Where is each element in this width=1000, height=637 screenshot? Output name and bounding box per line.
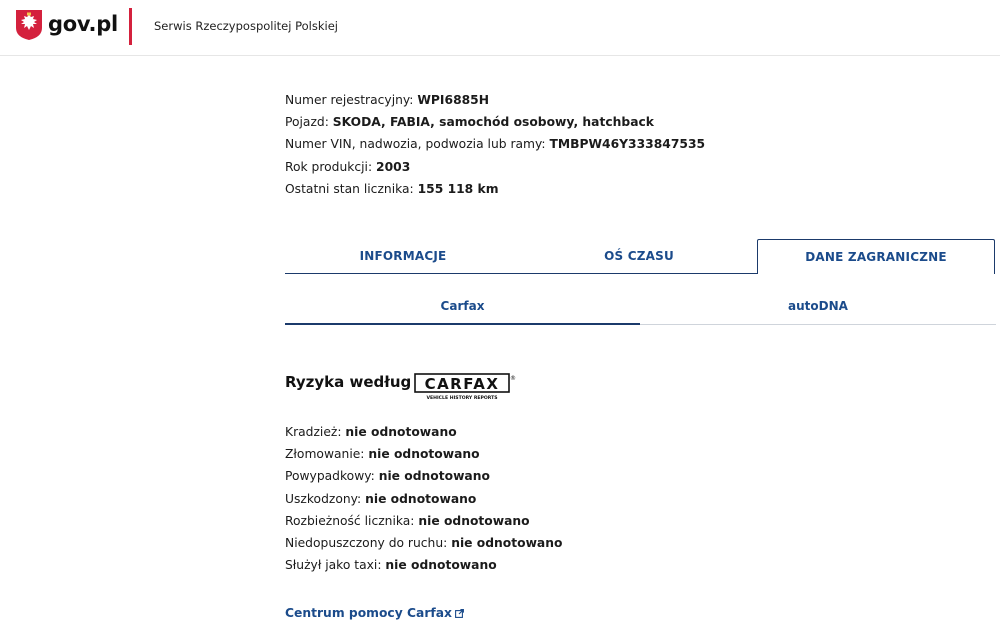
risk-row-damaged: [285, 488, 562, 510]
subtab-carfax[interactable]: Carfax: [285, 288, 640, 325]
info-label: Numer rejestracyjny:: [285, 93, 414, 107]
vehicle-registration-row: [285, 89, 705, 111]
risk-label: Złomowanie:: [285, 447, 365, 462]
risk-row-scrapped: [285, 443, 562, 465]
risk-row-accident: [285, 465, 562, 487]
carfax-logo-text: CARFAX: [424, 375, 500, 393]
info-label: Ostatni stan licznika:: [285, 181, 414, 196]
risk-label: Uszkodzony:: [285, 491, 362, 506]
risk-label: Powypadkowy:: [285, 469, 375, 484]
info-label: Numer VIN, nadwozia, podwozia lub ramy:: [285, 137, 546, 152]
carfax-logo-registered: ®: [510, 375, 516, 382]
risk-value: nie odnotowano: [451, 536, 563, 551]
tab-dane-zagraniczne[interactable]: DANE ZAGRANICZNE: [757, 239, 995, 274]
risk-row-taxi: [285, 554, 562, 576]
risk-label: Służył jako taxi:: [285, 558, 382, 573]
vehicle-model-row: [285, 111, 705, 133]
service-name: Serwis Rzeczypospolitej Polskiej: [154, 19, 338, 33]
main-tabs: [285, 239, 996, 274]
info-label: Pojazd:: [285, 115, 329, 130]
vehicle-mileage-row: [285, 178, 705, 200]
polish-eagle-emblem-icon[interactable]: [15, 9, 43, 41]
external-link-icon: [455, 609, 464, 618]
info-value: TMBPW46Y333847535: [549, 137, 706, 152]
risk-title: Ryzyka według: [285, 373, 412, 391]
vehicle-year-row: [285, 156, 705, 178]
header-divider: [129, 8, 132, 45]
risk-label: Niedopuszczony do ruchu:: [285, 536, 448, 551]
risk-label: Kradzież:: [285, 425, 342, 439]
risk-value: nie odnotowano: [365, 491, 477, 506]
info-value: SKODA, FABIA, samochód osobowy, hatchback: [332, 115, 654, 130]
vehicle-info: [285, 89, 705, 200]
subtab-autodna[interactable]: autoDNA: [640, 288, 996, 325]
risk-label: Rozbieżność licznika:: [285, 513, 415, 528]
risk-row-not-roadworthy: [285, 532, 562, 554]
tabs-underline: [285, 273, 757, 274]
risk-value: nie odnotowano: [418, 513, 530, 528]
info-value: 2003: [376, 159, 411, 174]
info-label: Rok produkcji:: [285, 159, 373, 174]
risk-row-theft: [285, 421, 562, 443]
site-header: [0, 0, 1000, 56]
risk-value: nie odnotowano: [368, 447, 480, 462]
carfax-logo: [414, 372, 518, 402]
risk-row-odometer: [285, 510, 562, 532]
info-value: 155 118 km: [417, 181, 499, 196]
gov-pl-logo[interactable]: gov.pl: [48, 12, 118, 36]
carfax-help-link[interactable]: [285, 606, 464, 620]
risk-list: [285, 421, 562, 576]
help-link-label: Centrum pomocy Carfax: [285, 606, 452, 620]
risk-value: nie odnotowano: [345, 425, 457, 439]
info-value: WPI6885H: [417, 93, 490, 107]
tab-os-czasu[interactable]: OŚ CZASU: [604, 249, 674, 263]
tab-informacje[interactable]: INFORMACJE: [359, 249, 447, 263]
sub-tabs: [285, 288, 996, 325]
risk-value: nie odnotowano: [378, 469, 490, 484]
carfax-logo-tagline: VEHICLE HISTORY REPORTS: [426, 396, 498, 401]
risk-value: nie odnotowano: [385, 558, 497, 573]
vehicle-vin-row: [285, 133, 705, 155]
